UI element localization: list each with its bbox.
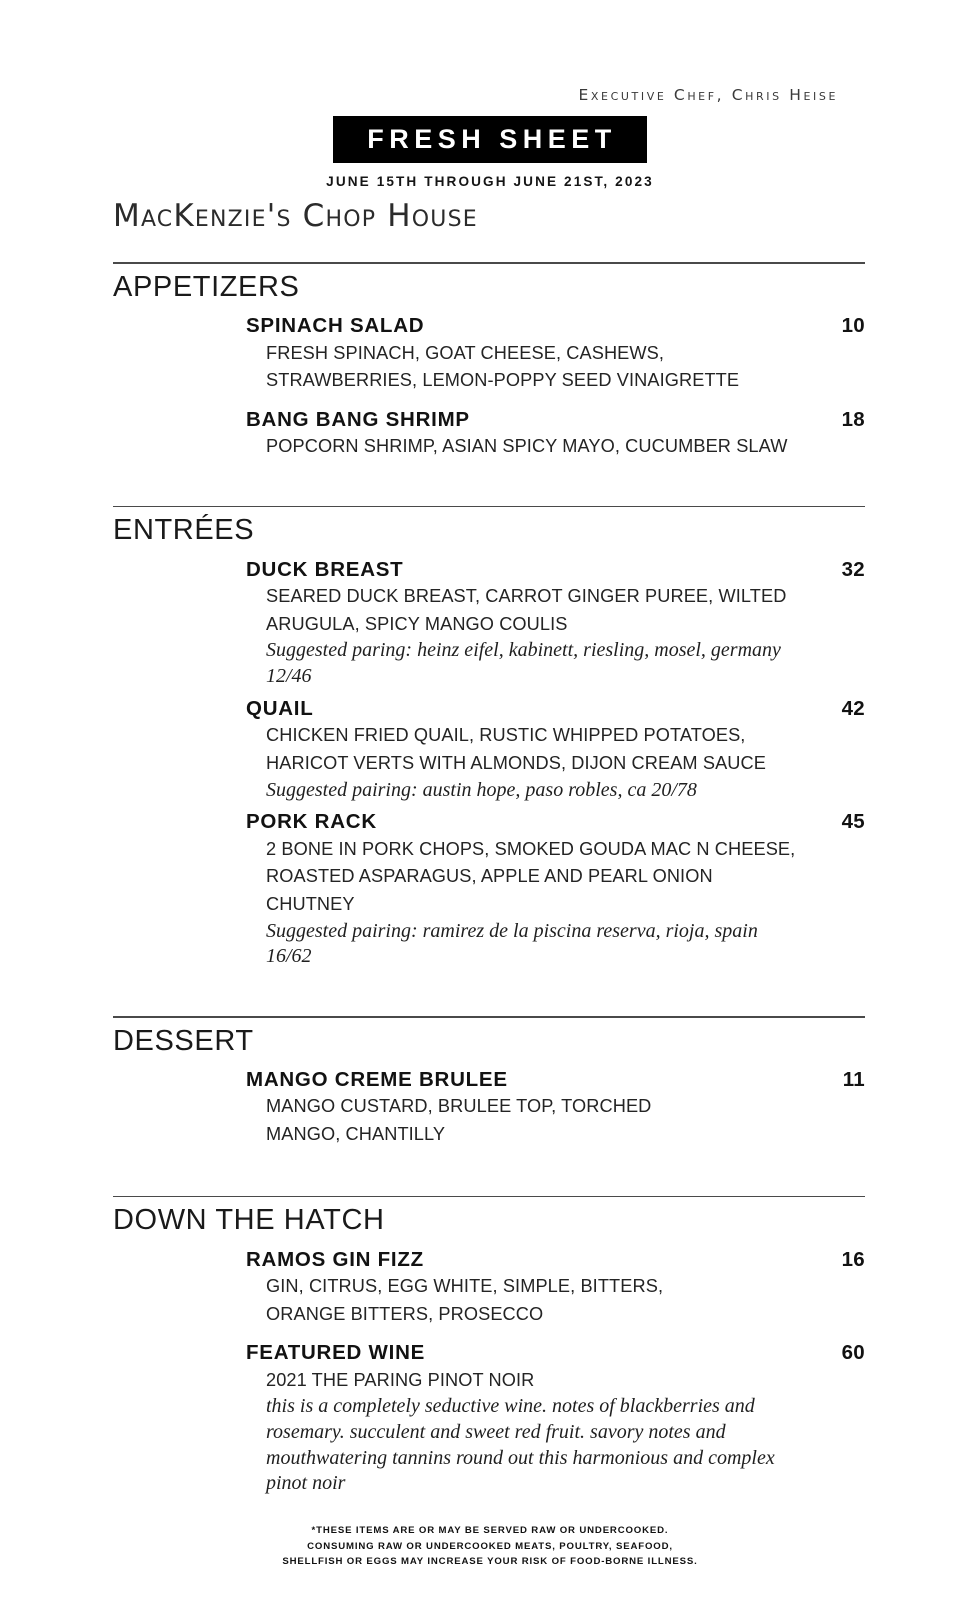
disclaimer-footer — [0, 1523, 980, 1570]
menu-item-description: MANGO CUSTARD, BRULEE TOP, TORCHED MANGO, CHANTILLY — [266, 1096, 652, 1145]
menu-item-description: 2 BONE IN PORK CHOPS, SMOKED GOUDA MAC N CHEESE, ROASTED ASPARAGUS, APPLE AND PEARL ONION CHUTNEY — [266, 838, 796, 914]
menu-item-name: PORK RACK — [246, 810, 377, 834]
menu-item-description: GIN, CITRUS, EGG WHITE, SIMPLE, BITTERS, ORANGE BITTERS, PROSECCO — [266, 1276, 664, 1324]
menu-item-head — [246, 809, 865, 835]
menu-item-subtitle: 2021 THE PARING PINOT NOIR — [266, 1369, 535, 1390]
section-down-the-hatch — [0, 1196, 980, 1497]
section-divider — [113, 1016, 865, 1018]
menu-item-head — [246, 1340, 865, 1366]
menu-item-head — [246, 1067, 865, 1093]
menu-item-price: 32 — [841, 557, 865, 581]
section-entrees — [0, 506, 980, 970]
menu-item-description: POPCORN SHRIMP, ASIAN SPICY MAYO, CUCUMBER SLAW — [266, 436, 788, 457]
menu-item — [246, 696, 865, 803]
menu-item-name: BANG BANG SHRIMP — [246, 407, 470, 431]
section-title-appetizers: APPETIZERS — [113, 270, 300, 303]
disclaimer-line-2: CONSUMING RAW OR UNDERCOOKED MEATS, POULTRY, SEAFOOD, — [307, 1540, 673, 1552]
restaurant-name: MacKenzie's Chop House — [113, 198, 478, 235]
section-divider — [113, 506, 865, 508]
menu-item — [246, 557, 865, 690]
menu-item-wine-pairing: Suggested pairing: ramirez de la piscina reserva, rioja, spain 16/62 — [266, 919, 758, 968]
menu-item-name: SPINACH SALAD — [246, 314, 425, 338]
section-appetizers — [0, 262, 980, 461]
section-divider — [113, 262, 865, 264]
menu-item-head — [246, 696, 865, 722]
executive-chef-credit: Executive Chef, Chris Heise — [578, 86, 838, 104]
menu-item — [246, 1340, 865, 1497]
menu-item — [246, 313, 865, 395]
menu-item-price: 11 — [842, 1068, 865, 1092]
section-title-entrees: ENTRÉES — [113, 514, 255, 547]
menu-item-name: RAMOS GIN FIZZ — [246, 1247, 424, 1271]
menu-item-head — [246, 407, 865, 433]
section-title-dessert: DESSERT — [113, 1024, 254, 1057]
fresh-sheet-banner-wrap — [0, 116, 980, 163]
fresh-sheet-banner: FRESH SHEET — [333, 116, 647, 163]
menu-item-price: 60 — [841, 1341, 865, 1365]
section-dessert — [0, 1016, 980, 1149]
section-divider — [113, 1196, 865, 1198]
menu-header — [0, 0, 980, 234]
menu-item-head — [246, 313, 865, 339]
drink-items — [113, 1247, 865, 1497]
section-title-down-the-hatch: DOWN THE HATCH — [113, 1204, 385, 1237]
disclaimer-line-1: *THESE ITEMS ARE OR MAY BE SERVED RAW OR UNDERCOOKED. — [311, 1525, 669, 1537]
menu-item — [246, 407, 865, 461]
menu-item-price: 10 — [841, 314, 865, 338]
menu-item-description: CHICKEN FRIED QUAIL, RUSTIC WHIPPED POTATOES, HARICOT VERTS WITH ALMONDS, DIJON CREAM SAUCE — [266, 725, 767, 773]
date-range: JUNE 15TH THROUGH JUNE 21ST, 2023 — [326, 174, 654, 190]
menu-item-price: 18 — [841, 407, 865, 431]
menu-item-name: QUAIL — [246, 697, 314, 721]
menu-item — [246, 809, 865, 970]
menu-item-price: 16 — [841, 1247, 865, 1271]
menu-item — [246, 1067, 865, 1149]
menu-item-head — [246, 557, 865, 583]
menu-item-description: SEARED DUCK BREAST, CARROT GINGER PUREE, WILTED ARUGULA, SPICY MANGO COULIS — [266, 586, 787, 634]
menu-item-name: MANGO CREME BRULEE — [246, 1068, 508, 1092]
menu-item-price: 42 — [841, 697, 865, 721]
menu-item-head — [246, 1247, 865, 1273]
menu-item-wine-notes: this is a completely seductive wine. notes of blackberries and rosemary. succulent and sweet red fruit. savory notes and mouthwatering tannins round out this harmonious and complex pinot noir — [266, 1394, 775, 1495]
entree-items — [113, 557, 865, 970]
menu-item-wine-pairing: Suggested pairing: austin hope, paso robles, ca 20/78 — [266, 778, 697, 801]
menu-item-price: 45 — [841, 810, 865, 834]
disclaimer-line-3: SHELLFISH OR EGGS MAY INCREASE YOUR RISK OF FOOD-BORNE ILLNESS. — [282, 1556, 698, 1568]
menu-item — [246, 1247, 865, 1329]
menu-item-name: FEATURED WINE — [246, 1341, 426, 1365]
appetizer-items — [113, 313, 865, 460]
menu-item-wine-pairing: Suggested paring: heinz eifel, kabinett, riesling, mosel, germany 12/46 — [266, 639, 781, 688]
menu-item-description: FRESH SPINACH, GOAT CHEESE, CASHEWS, STRAWBERRIES, LEMON-POPPY SEED VINAIGRETTE — [266, 342, 740, 391]
dessert-items — [113, 1067, 865, 1149]
menu-sections — [0, 262, 980, 1497]
menu-item-name: DUCK BREAST — [246, 557, 404, 581]
